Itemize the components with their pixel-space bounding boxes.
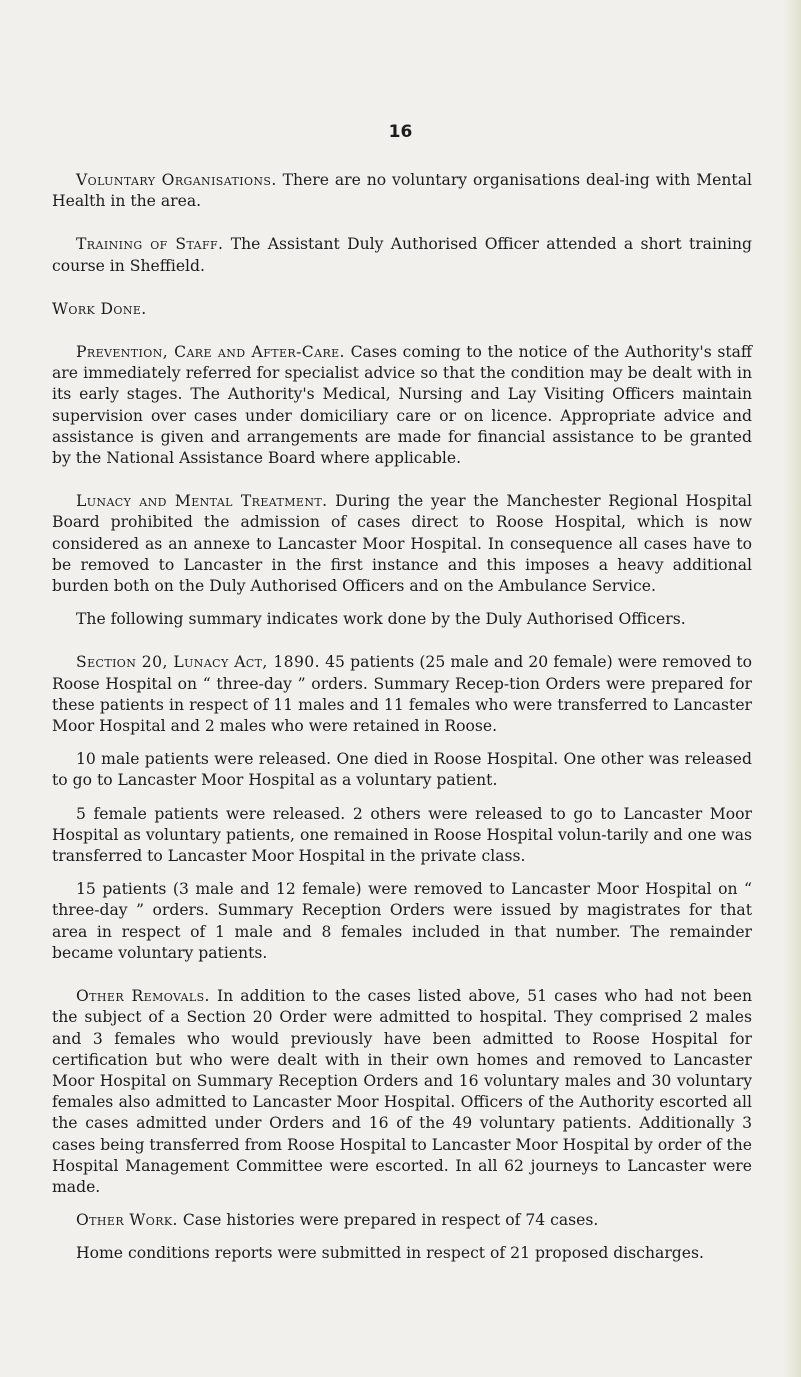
work-done-heading (52, 299, 752, 320)
lunacy-paragraph (52, 491, 752, 597)
prevention-heading: Prevention, Care and After-Care. (76, 343, 345, 362)
training-heading: Training of Staff. (76, 235, 224, 254)
other-work-paragraph (52, 1210, 752, 1231)
fifteen-patients-paragraph: 15 patients (3 male and 12 female) were removed to Lancaster Moor Hospital on “ three-day ” orders. Summary Reception Orders were issued by magistrates for that area in respect of 1 male and 8 females included in that number. The remainder became voluntary patients. (52, 880, 752, 962)
section-20-paragraph (52, 652, 752, 737)
prevention-paragraph (52, 342, 752, 469)
other-work-heading: Other Work. (76, 1211, 178, 1230)
voluntary-organisations-paragraph (52, 170, 752, 212)
page-number: 16 (388, 122, 413, 142)
section-20-text: 45 patients (25 male and 20 female) were removed to Roose Hospital on “ three-day ” orders. Summary Recep-tion Orders were prepared for these patients in respect of 11 males and 11 females who were transferred to Lancaster Moor Hospital and 2 males who were retained in Roose. (52, 653, 752, 736)
summary-intro-paragraph: The following summary indicates work done by the Duly Authorised Officers. (76, 610, 686, 629)
other-work-text: Case histories were prepared in respect of 74 cases. (182, 1211, 599, 1230)
section-20-heading: Section 20, Lunacy Act, 1890. (76, 653, 320, 672)
document-body (52, 170, 752, 1265)
lunacy-text: During the year the Manchester Regional Hospital Board prohibited the admission of cases direct to Roose Hospital, which is now considered as an annexe to Lancaster Moor Hospital. In consequence all cases have to be removed to Lancaster in the first instance and this imposes a heavy additional burden both on the Duly Authorised Officers and on the Ambulance Service. (52, 492, 753, 596)
male-patients-paragraph: 10 male patients were released. One died in Roose Hospital. One other was released to go to Lancaster Moor Hospital as a voluntary patient. (52, 750, 752, 790)
training-text: The Assistant Duly Authorised Officer attended a short training course in Sheffield. (52, 235, 753, 275)
prevention-text: Cases coming to the notice of the Authority's staff are immediately referred for specialist advice so that the condition may be dealt with in its early stages. The Authority's Medical, Nursing and Lay Visiting Officers maintain supervision over cases under domiciliary care or on licence. Appropriate advice and assistance is given and arrangements are made for financial assistance to be granted by the National Assistance Board where applicable. (52, 343, 752, 468)
female-patients-paragraph: 5 female patients were released. 2 others were released to go to Lancaster Moor Hospital as voluntary patients, one remained in Roose Hospital volun-tarily and one was transferred to Lancaster Moor Hospital in the private class. (52, 804, 752, 866)
lunacy-heading: Lunacy and Mental Treatment. (76, 492, 328, 511)
page-edge-shadow (783, 0, 801, 1377)
other-removals-text: In addition to the cases listed above, 51 cases who had not been the subject of a Section 20 Order were admitted to hospital. They comprised 2 males and 3 females who would previously have been admitted to Roose Hospital for certification but who were dealt with in their own homes and removed to Lancaster Moor Hospital on Summary Reception Orders and 16 voluntary males and 30 voluntary females also admitted to Lancaster Moor Hospital. Officers of the Authority escorted all the cases admitted under Orders and 16 of the 49 voluntary patients. Additionally 3 cases being transferred from Roose Hospital to Lancaster Moor Hospital by order of the Hospital Management Committee were escorted. In all 62 journeys to Lancaster were made. (52, 987, 752, 1196)
voluntary-organisations-heading: Voluntary Organisations. (76, 171, 277, 189)
other-removals-paragraph (52, 986, 752, 1198)
voluntary-organisations-text: There are no voluntary organisations deal-ing with Mental Health in the area. (52, 171, 752, 211)
work-done-heading-text: Work Done. (52, 299, 147, 318)
home-conditions-paragraph: Home conditions reports were submitted in respect of 21 proposed discharges. (76, 1244, 704, 1263)
training-paragraph (52, 234, 752, 276)
other-removals-heading: Other Removals. (76, 987, 210, 1006)
